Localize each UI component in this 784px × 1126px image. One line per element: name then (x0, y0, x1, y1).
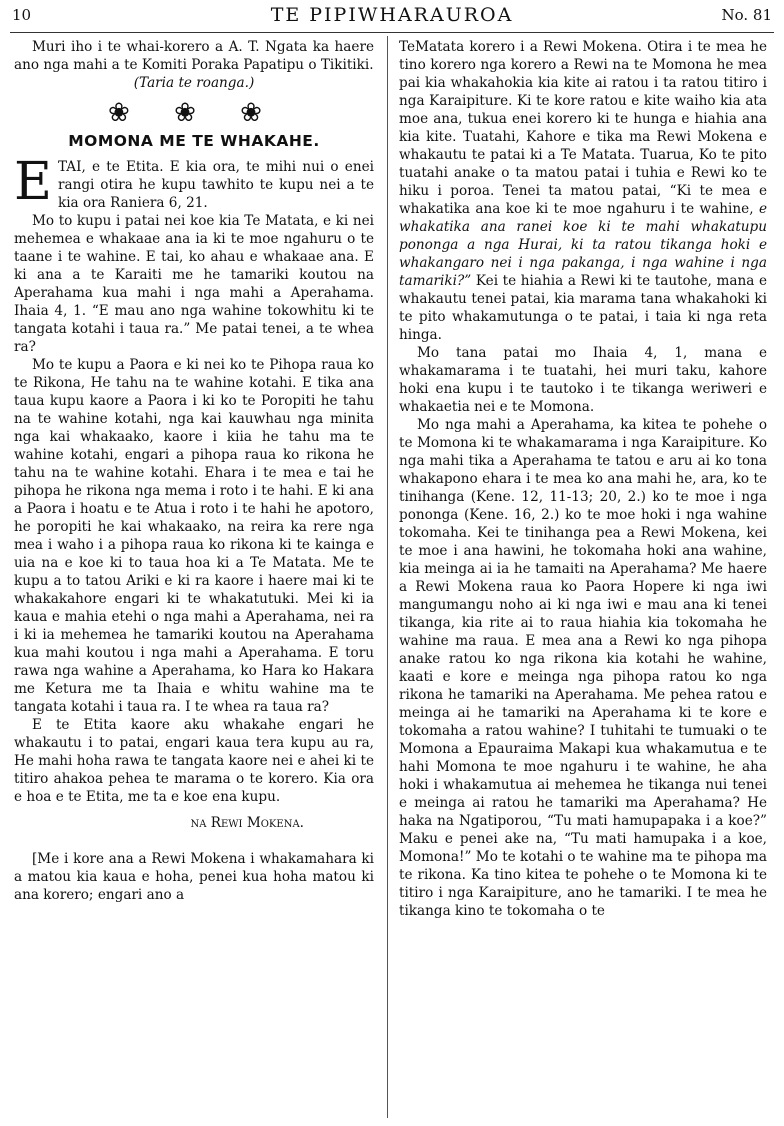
drop-cap: E (14, 152, 52, 212)
spacer (14, 832, 374, 850)
right-column (399, 38, 767, 920)
para1-text: TAI, e te Etita. E kia ora, te mihi nui o enei rangi otira he kupu tawhito te kupu nei a te kia ora Raniera 6, 21. (57, 159, 374, 211)
page-header (12, 2, 772, 32)
para1-italic: e whakatika ana ranei koe ki te mahi whakatupu ponongа a nga Hurai, ki ta ratou tikanga hoki e whakangaro nei i nga pakanga, i nga wahine i nga tamariki?” (399, 201, 767, 289)
intro-paragraph: Muri iho i te whai-korero a A. T. Ngata ka haere ano nga mahi a te Komiti Poraka Papatipu o Tikitiki. (14, 39, 374, 73)
reply-paragraph-2: Mo tana patai mo Ihaia 4, 1, mana e whakamarama i te tuatahi, hei muri taku, kahore hoki ena kupu i te tautoko i te tikanga weriweri e whakaetia nei e te Momona. (399, 345, 767, 415)
reply-paragraph-1 (399, 38, 767, 344)
ornament-divider: ❀ ❀ ❀ (108, 98, 280, 128)
para1-main: TeMatata korero i a Rewi Mokena. Otira i te mea he tino korero nga korero a Rewi na te Momona he mea pai kia whakahokia kia kite ai ratou i ta ratou titiro i nga Karaipiture. Ki te kore ratou e kite waiho kia ata moe ana, tukua enei korero ki te hunga e hiahia ana kia kite. Tuatahi, Kahore e tika ma Rewi Mokena e whakautu te patai ki a Te Matata. Tuarua, Ko te pito tuatahi anake o ta matou patai i tuhia e Rewi ko te hiku i poroa. Tenei ta matou patai, “Ki te mea e whakatika ana koe ki te moe ngahuru i te wahine, (399, 39, 767, 217)
issue-number: No. 81 (721, 6, 772, 24)
column-divider (387, 36, 388, 1118)
letter-paragraph-4: E te Etita kaore aku whakahe engari he whakautu i to patai, engari kaua tera kupu au ra, He mahi hoha rawa te tangata kaore nei e ahei ki te titiro ahakoa pehea te marama o te korero. Kia ora e hoa e te Etita, me ta e koe ena kupu. (14, 717, 374, 805)
publication-title: TE PIPIWHARAUROA (270, 4, 514, 26)
continued-note: (Taria te roanga.) (133, 75, 255, 91)
letter-paragraph-3: Mo te kupu a Paora e ki nei ko te Pihopa raua ko te Rikona, He tahu na te wahine kotahi. E tika ana taua kupu kaore a Paora i ki ko te Poropiti he tahu na te wahine kotahi, nga kai kauwhau nga minita nga kai whakaako, kaore i kiia he tahu ma te wahine kotahi, engari a pihopa raua ko rikona he tahu na te wahine kotahi. Ehara i te mea e tai he pihopa he rikona nga mema i roto i te hahi. E ki ana a Paora i hoatu e te Atua i roto i te hahi he apotoro, he poropiti he kai whakaako, na reira ka rere nga mea i waho i a pihopa raua ko rikona ki te kainga e uia na e koe ki to taua hoa ki a Te Matata. Me te kupu a to tatou Ariki e ki ra kaore i haere mai ki te whakakahore engari ki te whakatutuki. Mei ki ia kaua e mahia etehi o nga mahi a Aperahama, nei ra i ki ia mehemea he tamariki koutou na Aperahama kua mahi koutou i nga mahi a Aperahama. E toru rawa nga wahine a Aperahama, ko Hara ko Hakara me Ketura me ta Ihaia e whitu wahine ma te tangata kotahi i taua ra. I te whea ra taua ra? (14, 357, 374, 715)
letter-paragraph-2: Mo to kupu i patai nei koe kia Te Matata, e ki nei mehemea e whakaae ana ia ki te moe ngahuru o te taane i te wahine. E tai, ko ahau e whakaae ana. E ki ana a te Karaiti me he tamariki koutou na Aperahama kua mahi i nga mahi a Aperahama. Ihaia 4, 1. “E mau ano nga wahine tokowhitu ki te tangata kotahi i taua ra.” Me patai tenei, a te whea ra? (14, 213, 374, 355)
header-rule (10, 32, 774, 33)
article-title: MOMONA ME TE WHAKAHE. (68, 132, 320, 150)
letter-paragraph-1 (14, 152, 374, 212)
signature: na Rewi Mokena. (190, 815, 304, 831)
page-number: 10 (12, 6, 32, 24)
editor-note: [Me i kore ana a Rewi Mokena i whakamahara ki a matou kia kaua e hoha, penei kua hoha matou ki ana korero; engari ano a (14, 851, 374, 903)
left-column (14, 38, 374, 904)
para1-end: Kei te hiahia a Rewi ki te tautohe, mana e whakautu tenei patai, kia marama tana whakahoki ki te pito whakamutunga o te patai, i taia ki nga reta hinga. (399, 273, 767, 343)
reply-paragraph-3: Mo nga mahi a Aperahama, ka kitea te pohehe o te Momona ki te whakamarama i nga Karaipiture. Ko nga mahi tika a Aperahama te tatou e aru ai ko tona whakapono ehara i te mea ko ana mahi he, ara, ko te tinihanga (Kene. 12, 11-13; 20, 2.) ko te moe i nga ponongа (Kene. 16, 2.) ko te moe hoki i nga wahine tokomaha. Kei te tinihanga pea a Rewi Mokena, kei te moe i ana hawini, he tokomaha hoki ana wahine, kia meinga ai ia he tamaiti na Aperahama? Me haere a Rewi Mokena raua ko Paora Hopere ki nga iwi mangumangu noho ai ki nga iwi e mau ana ki tenei tikanga, kia rite ai to raua hiahia kia tokomaha he wahine ma raua. E mea ana a Rewi ko nga pihopa anake ratou ko nga rikona kia kotahi he wahine, kaati e kore e meinga nga pihopa ratou ko nga rikona he tamariki na Aperahama. Me pehea ratou e meinga ai he tamariki na Aperahama ki te kore e tokomaha a ratou wahine? I tuhitahi te tumuaki o te Momona a Epauraima Makapi kua whakamutua e te hahi Momona te moe ngahuru i te wahine, he aha hoki i whakamutua ai mehemea he tikanga nui tenei e meinga ai ratou he tamariki ma Aperahama? He haka na Ngatiporou, “Tu mati hamupapaka i a koe?” Maku e penei ake na, “Tu mati hamupaka i a koe, Momona!” Mo te kotahi o te wahine ma te pihopa ma te rikona. Ka tino kitea te pohehe o te Momona ki te titiro i nga Karaipiture, ano he tamariki. I te mea he tikanga kino te tokomaha o te (399, 417, 767, 919)
